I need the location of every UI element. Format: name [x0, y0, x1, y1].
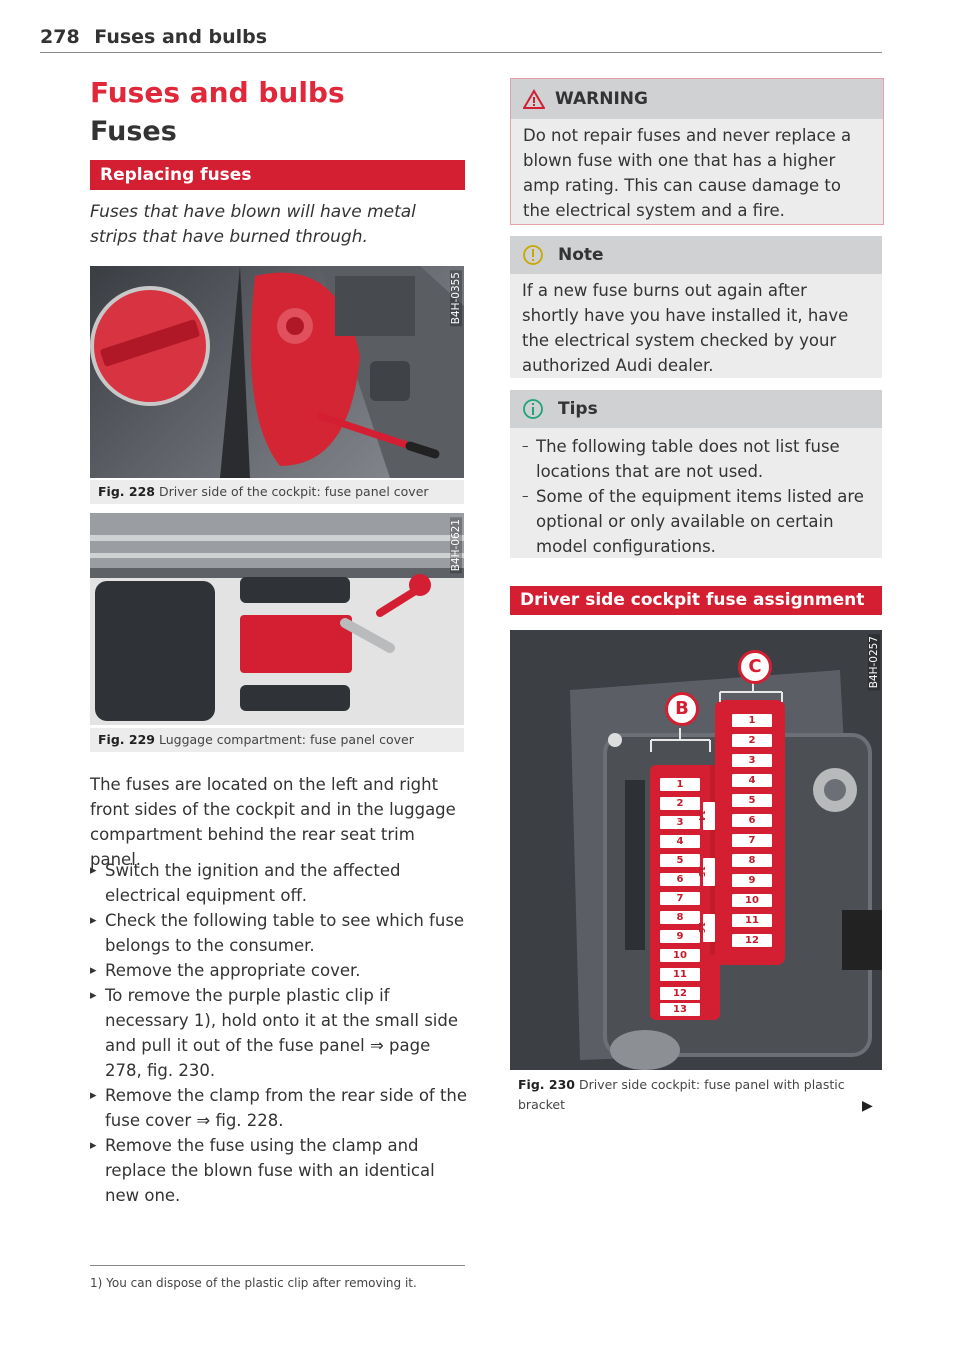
note-title: Note	[558, 245, 604, 265]
fuse-b-12: 12	[660, 987, 700, 1000]
note-exclamation-icon	[522, 244, 544, 266]
step-item: ▸ Switch the ignition and the affected electrical equipment off.	[90, 858, 468, 908]
fuse-c-11: 11	[732, 914, 772, 927]
page-number: 278	[40, 26, 80, 48]
fuse-c-4: 4	[732, 774, 772, 787]
fuse-b-3: 3	[660, 816, 700, 829]
tips-header	[510, 390, 882, 428]
fuse-b-16	[703, 914, 715, 942]
fuse-c-7: 7	[732, 834, 772, 847]
fig229-code: B4H-0621	[450, 519, 462, 572]
step-item: ▸ Remove the appropriate cover.	[90, 958, 468, 983]
fuse-c-1: 1	[732, 714, 772, 727]
fuse-c-3: 3	[732, 754, 772, 767]
note-box	[510, 236, 882, 378]
fig228-image	[90, 266, 464, 478]
replacing-fuses-heading: Replacing fuses	[90, 160, 465, 190]
continue-arrow-icon: ▶	[862, 1098, 873, 1114]
tips-list	[510, 428, 882, 559]
fig229-image	[90, 513, 464, 725]
header-divider	[40, 52, 882, 53]
footnote: 1) You can dispose of the plastic clip after removing it.	[90, 1276, 417, 1290]
fig228-caption-text: Driver side of the cockpit: fuse panel cover	[158, 484, 429, 499]
fuse-b-4: 4	[660, 835, 700, 848]
fuse-b-8: 8	[660, 911, 700, 924]
fuse-c-10: 10	[732, 894, 772, 907]
fuse-b-10: 10	[660, 949, 700, 962]
location-paragraph: The fuses are located on the left and right front sides of the cockpit and in the luggage compartment behind the rear seat trim panel.	[90, 775, 456, 869]
fuse-c-5: 5	[732, 794, 772, 807]
fuse-c-9: 9	[732, 874, 772, 887]
fuse-b-7: 7	[660, 892, 700, 905]
fuse-b-9: 9	[660, 930, 700, 943]
chapter-title: Fuses and bulbs	[90, 76, 345, 109]
fuse-c-12: 12	[732, 934, 772, 947]
section-title: Fuses	[90, 116, 177, 147]
tip-item: – The following table does not list fuse locations that are not used.	[510, 434, 868, 484]
fuse-c-6: 6	[732, 814, 772, 827]
assignment-heading: Driver side cockpit fuse assignment	[510, 586, 882, 615]
step-item: ▸ To remove the purple plastic clip if necessary 1), hold onto it at the small side and pull it out of the fuse panel ⇒ page 278, fig. 230.	[90, 983, 468, 1083]
running-section: Fuses and bulbs	[94, 26, 268, 48]
step-item: ▸ Remove the clamp from the rear side of the fuse cover ⇒ fig. 228.	[90, 1083, 468, 1133]
fig230-image	[510, 630, 882, 1070]
intro-text: Fuses that have blown will have metal strips that have burned through.	[90, 202, 416, 247]
tips-title: Tips	[558, 399, 598, 419]
fig229-caption	[90, 728, 464, 752]
fig230-code: B4H-0257	[868, 636, 880, 689]
warning-triangle-icon	[523, 89, 545, 109]
fig230-caption-text: Driver side cockpit: fuse panel with plastic bracket	[518, 1077, 845, 1112]
fuse-panel-cover-illustration	[90, 266, 464, 478]
fig228-code: B4H-0355	[450, 272, 462, 325]
warning-box	[510, 78, 884, 225]
fig230-label: Fig. 230	[518, 1077, 575, 1092]
fig229-label: Fig. 229	[98, 732, 155, 747]
fuse-b-15	[703, 858, 715, 886]
fuse-b-1: 1	[660, 778, 700, 791]
fig228-label: Fig. 228	[98, 484, 155, 499]
fuse-c-8: 8	[732, 854, 772, 867]
badge-c: C	[738, 650, 772, 684]
warning-text: Do not repair fuses and never replace a blown fuse with one that has a higher amp rating. This can cause damage to the electrical system and a fire.	[523, 126, 852, 220]
footnote-divider	[90, 1265, 465, 1266]
luggage-fuse-cover-illustration	[90, 513, 464, 725]
warning-title: WARNING	[555, 89, 648, 109]
fuse-b-13: 13	[660, 1003, 700, 1016]
steps-list	[90, 858, 468, 1208]
fig229-caption-text: Luggage compartment: fuse panel cover	[158, 732, 414, 747]
fuse-b-14	[703, 802, 715, 830]
fuse-c-2: 2	[732, 734, 772, 747]
fuse-b-11: 11	[660, 968, 700, 981]
step-item: ▸ Remove the fuse using the clamp and replace the blown fuse with an identical new one.	[90, 1133, 468, 1208]
badge-b: B	[665, 692, 699, 726]
fuse-b-5: 5	[660, 854, 700, 867]
info-icon	[522, 398, 544, 420]
running-header	[40, 26, 267, 48]
fuse-b-2: 2	[660, 797, 700, 810]
tip-item: – Some of the equipment items listed are optional or only available on certain model configurations.	[510, 484, 868, 559]
fuse-b-6: 6	[660, 873, 700, 886]
fig228-caption	[90, 480, 464, 504]
warning-header	[511, 79, 883, 119]
fig230-caption	[510, 1073, 882, 1117]
note-text: If a new fuse burns out again after shortly have you have installed it, have the electrical system checked by your authorized Audi dealer.	[522, 281, 849, 375]
note-header	[510, 236, 882, 274]
step-item: ▸ Check the following table to see which fuse belongs to the consumer.	[90, 908, 468, 958]
tips-box	[510, 390, 882, 558]
